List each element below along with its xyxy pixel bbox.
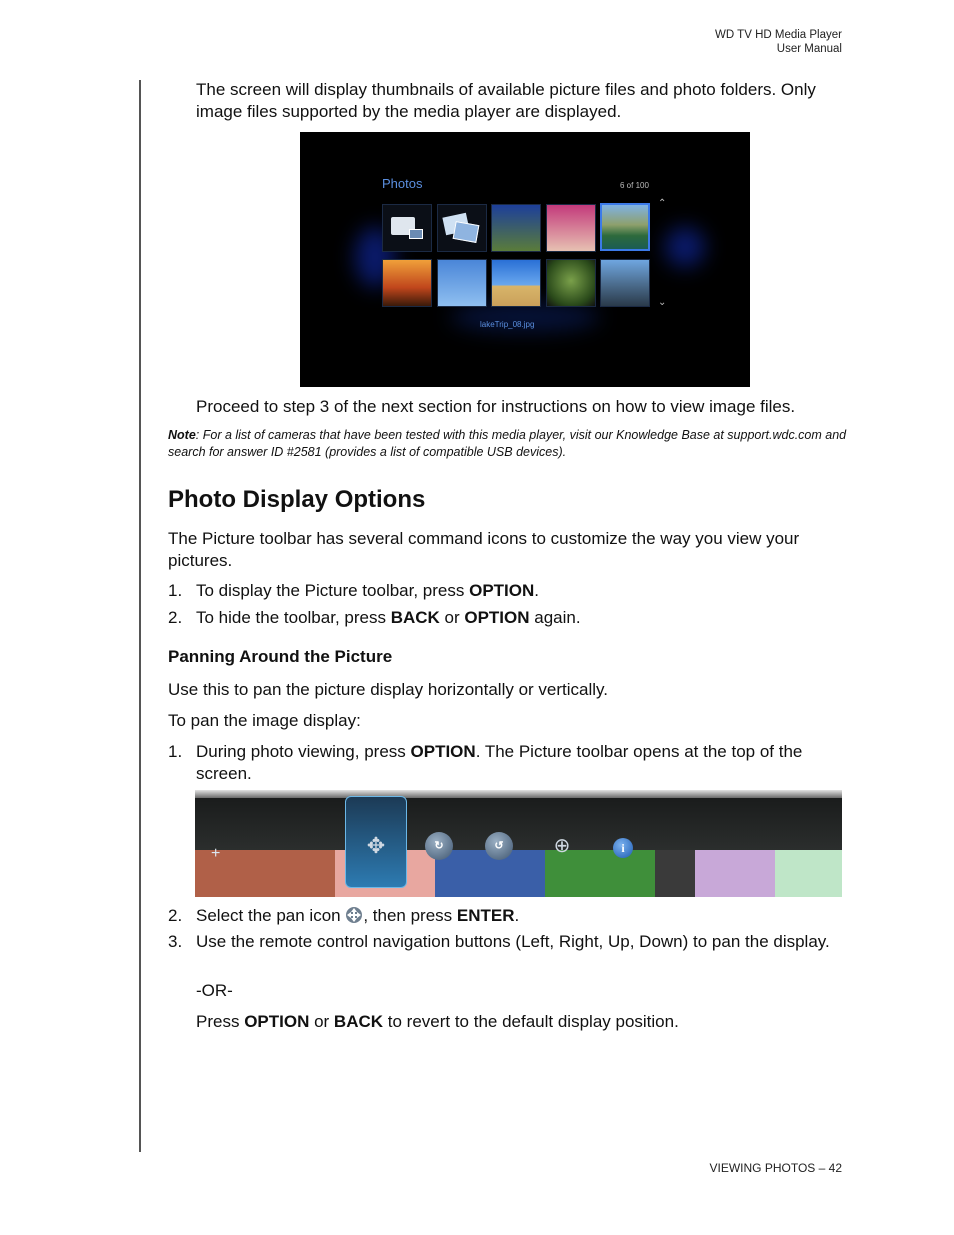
folder-thumbnail [382,204,432,252]
scroll-up-icon: ⌃ [658,198,667,209]
step-b2-text: Select the pan icon [196,906,346,925]
step-b2-end: . [514,906,520,925]
pyramids-thumbnail [491,259,541,307]
step-b2-mid: , then press [363,906,457,925]
photos-title: Photos [382,176,423,191]
page-footer: VIEWING PHOTOS – 42 [709,1161,842,1175]
or-separator: -OR- [196,981,233,1000]
group-photo-thumbnail [546,204,596,252]
intro-paragraph: The screen will display thumbnails of available picture files and photo folders. Only image files supported by the media player are displayed. [196,80,816,121]
toolbar-screenshot [195,790,842,897]
alt-instruction [196,1011,846,1033]
proceed-paragraph: Proceed to step 3 of the next section for instructions on how to view image files. [196,397,796,416]
team-photo-thumbnail [491,204,541,252]
alt-key1: OPTION [244,1012,310,1031]
step-b3-number: 3. [168,932,183,951]
step-a2-text: To hide the toolbar, press [196,608,391,627]
alt-or: or [309,1012,334,1031]
note-text: : For a list of cameras that have been tested with this media player, visit our Knowledge Base at support.wdc.com and search for answer ID #2581 (provides a list of compatible USB devices). [168,428,847,459]
step-b1-text: During photo viewing, press [196,742,411,761]
info-icon[interactable]: i [613,838,633,858]
zoom-icon[interactable]: ⊕ [553,835,571,857]
photo-swatch [695,850,775,897]
selected-filename: lakeTrip_08.jpg [480,320,535,329]
step-b1-key: OPTION [410,742,476,761]
margin-rule [139,80,141,1152]
pan-icon [345,906,363,924]
plus-icon: + [211,845,221,862]
step-a1-key: OPTION [469,581,535,600]
alt-key2: BACK [333,1012,384,1031]
photo-swatch [775,850,842,897]
pan-description: Use this to pan the picture display horizontally or vertically. [168,680,608,699]
step-b1-number: 1. [168,742,183,761]
step-a2-key2: OPTION [464,608,530,627]
step-b2 [196,905,846,927]
step-a1 [196,580,846,602]
subsection-title: Panning Around the Picture [168,647,393,666]
alt-end: to revert to the default display position. [383,1012,679,1031]
step-b2-number: 2. [168,906,183,925]
step-a2 [196,607,846,629]
section-intro: The Picture toolbar has several command icons to customize the way you view your pictures. [168,529,800,570]
face-thumbnail [546,259,596,307]
selected-lake-thumbnail [600,203,650,251]
step-b3: Use the remote control navigation buttons (Left, Right, Up, Down) to pan the display. [196,932,830,951]
photos-screenshot [300,132,750,387]
note-label: Note [168,428,196,442]
photos-folder-thumbnail [437,204,487,252]
city-thumbnail [600,259,650,307]
step-a1-end: . [534,581,539,600]
pan-lead: To pan the image display: [168,711,361,730]
rotate-left-icon[interactable]: ↺ [485,832,513,860]
toolbar-frame [195,790,842,798]
sunset-thumbnail [382,259,432,307]
step-b2-key: ENTER [456,906,515,925]
step-a2-or: or [439,608,465,627]
toolbar-background [195,798,842,850]
basketball-thumbnail [437,259,487,307]
step-a1-number: 1. [168,581,183,600]
section-title: Photo Display Options [168,486,426,513]
step-a2-end: again. [529,608,581,627]
pan-icon[interactable]: ✥ [366,833,386,858]
step-a2-key1: BACK [390,608,440,627]
scroll-down-icon: ⌄ [658,297,667,308]
rotate-right-icon[interactable]: ↻ [425,832,453,860]
step-b1 [196,741,846,785]
step-b1-end: . The Picture toolbar opens at the top of the screen. [196,742,803,783]
note [168,427,848,461]
alt-text: Press [196,1012,245,1031]
photos-count: 6 of 100 [620,181,649,190]
step-a2-number: 2. [168,608,183,627]
page-header [715,28,842,56]
header-product: WD TV HD Media Player [715,29,842,41]
header-doc: User Manual [776,43,842,55]
step-a1-text: To display the Picture toolbar, press [196,581,470,600]
